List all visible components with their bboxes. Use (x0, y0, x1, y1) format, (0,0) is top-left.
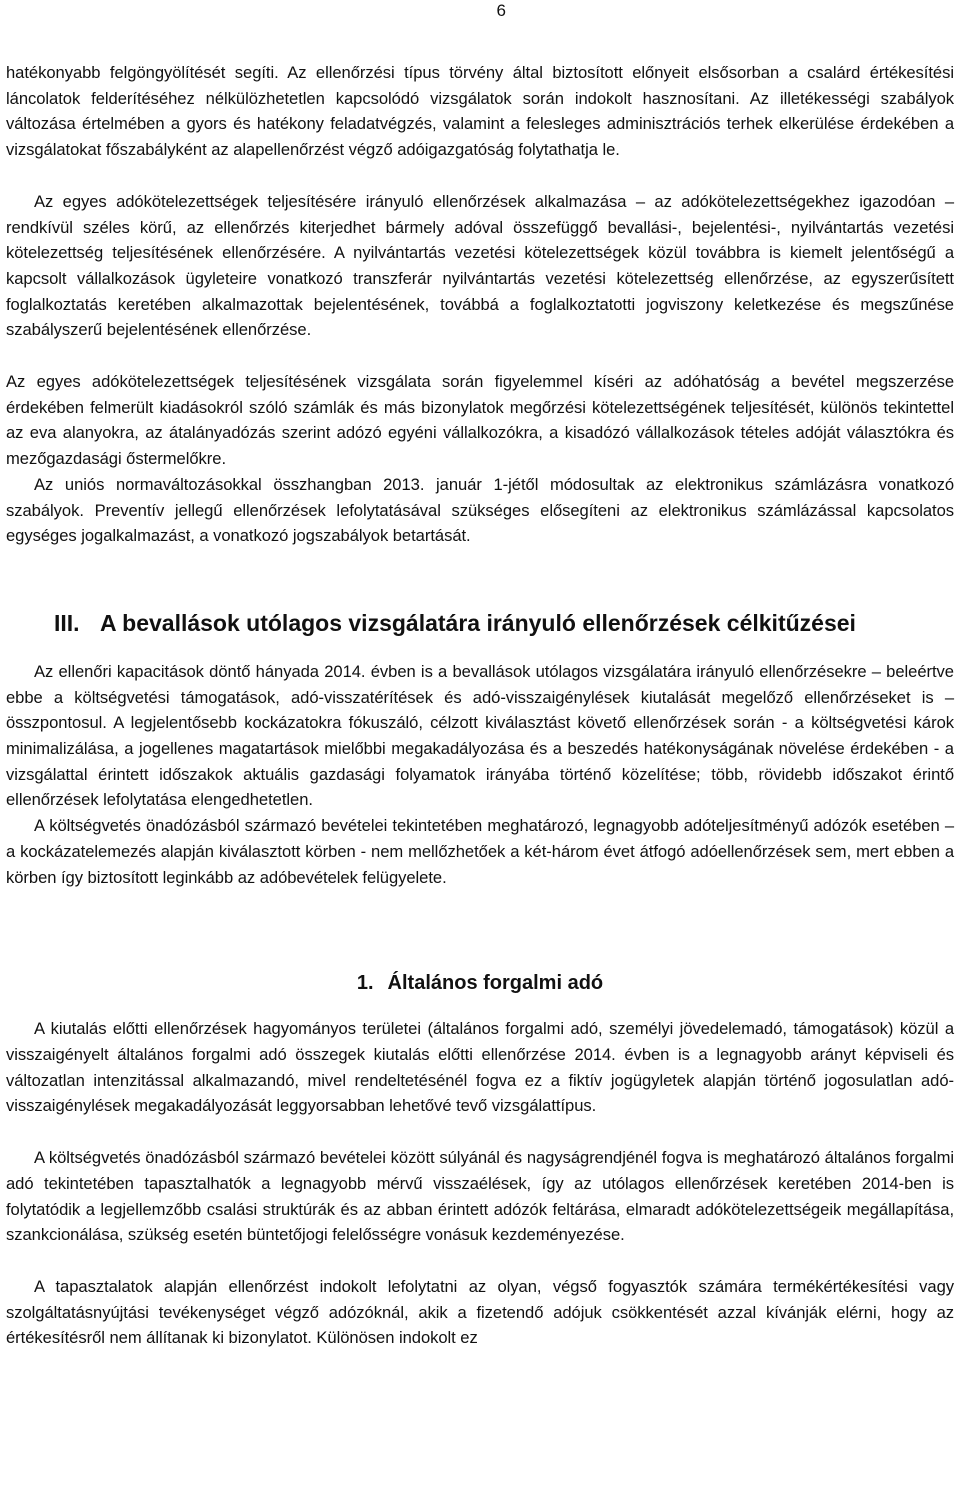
document-body (6, 60, 954, 1351)
page-number: 6 (496, 1, 506, 20)
subsection-title: Általános forgalmi adó (387, 972, 604, 995)
section-heading (6, 609, 954, 637)
paragraph: Az uniós normaváltozásokkal összhangban 2013. január 1-jétől módosultak az elektronikus számlázásra vonatkozó szabályok. Preventív jellegű ellenőrzések lefolytatásával szükséges elősegíteni az elektronikus számlázással kapcsolatos egységes jogalkalmazást, a vonatkozó jogszabályok betartását. (6, 474, 954, 546)
paragraph: hatékonyabb felgöngyölítését segíti. Az ellenőrzési típus törvény által biztosított előnyeit elsősorban a csalárd értékesítési láncolatok felderítéséhez nélkülözhetetlen kapcsolódó vizsgálatok során indokolt hasznosítani. Az illetékességi szabályok változása értelmében a gyors és hatékony feladatvégzés, valamint a felesleges adminisztrációs terhek elkerülése érdekében a vizsgálatokat főszabályként az alapellenőrzést végző adóigazgatóság folytathatja le. (6, 63, 954, 160)
paragraph: Az egyes adókötelezettségek teljesítésére irányuló ellenőrzések alkalmazása – az adókötelezettségekhez igazodóan – rendkívül széles körű, az ellenőrzés kiterjedhet bármely adóval összefüggő bevallási-, bejelentési-, nyilvántartás vezetési kötelezettség teljesítésének ellenőrzésére. A nyilvántartás vezetési kötelezettségek közül továbbra is kiemelt jelentőségű a kapcsolt vállalkozások ügyleteire vonatkozó transzferár nyilvántartás vezetési kötelezettség ellenőrzése, az egyszerűsített foglalkoztatás keretében alkalmazottak bejelentésének, továbbá a foglalkoztatotti jogviszony keletkezése és megszűnése szabályszerű bejelentésének ellenőrzése. (6, 191, 954, 340)
paragraph: Az egyes adókötelezettségek teljesítésének vizsgálata során figyelemmel kíséri az adóhatóság a bevétel megszerzése érdekében felmerült kiadásokról szóló számlák és más bizonylatok megőrzési kötelezettségének teljesítését, különös tekintettel az eva alanyokra, az átalányadózás szerint adózó egyéni vállalkozókra, a kisadózó vállalkozások tételes adóját választókra és mezőgazdasági őstermelőkre. (6, 372, 954, 469)
paragraph: A költségvetés önadózásból származó bevételei tekintetében meghatározó, legnagyobb adóteljesítményű adózók esetében – a kockázatelemezés alapján kiválasztott körben - nem mellőzhetőek a két-három évet átfogó adóellenőrzések sem, mert ebben a körben így biztosított leginkább az adóbevételek felügyelete. (6, 816, 954, 887)
section-title: A bevallások utólagos vizsgálatára irányuló ellenőrzések célkitűzései (100, 609, 856, 636)
section-number: III. (54, 609, 80, 636)
subsection-number: 1. (356, 972, 374, 995)
subsection-heading (6, 970, 954, 996)
paragraph: A költségvetés önadózásból származó bevételei között súlyánál és nagyságrendjénél fogva is meghatározó általános forgalmi adó tekintetében tapasztalhatók a legnagyobb mérvű visszaélések, így az utólagos ellenőrzések keretében 2014-ben is folytatódik a legjellemzőbb csalási struktúrák és az abban érintett adózók feltárása, elmaradt adókötelezettségeik megállapítása, szankcionálása, szükség esetén büntetőjogi felelősségre vonásuk kezdeményezése. (6, 1148, 954, 1245)
paragraph: Az ellenőri kapacitások döntő hányada 2014. évben is a bevallások utólagos vizsgálatára irányuló ellenőrzésekre – beleértve ebbe a költségvetési támogatások, adó-visszatérítések és adó-visszaigénylések kiutalását megelőző ellenőrzéseket is – összpontosul. A legjelentősebb kockázatokra fókuszáló, célzott kiválasztást követő ellenőrzések során - a költségvetési károk minimalizálása, a jogellenes magatartások mielőbbi megakadályozása és a beszedés hatékonyságának növelése érdekében - a vizsgálattal érintett időszakok aktuális gazdasági folyamatok irányába történő közelítése; több, rövidebb időszakot érintő ellenőrzések lefolytatása elengedhetetlen. (6, 661, 954, 810)
paragraph: A kiutalás előtti ellenőrzések hagyományos területei (általános forgalmi adó, személyi jövedelemadó, támogatások) közül a visszaigényelt általános forgalmi adó összegek kiutalás előtti ellenőrzése 2014. évben is a legnagyobb arányt képviseli és változatlan intenzitással alkalmazandó, mivel rendeltetésénél fogva ez a fiktív jogügyletek alapján történő jogosulatlan adó-visszaigénylések megakadályozását leggyorsabban lehetővé tevő vizsgálattípus. (6, 1019, 954, 1116)
paragraph: A tapasztalatok alapján ellenőrzést indokolt lefolytatni az olyan, végső fogyasztók számára termékértékesítési vagy szolgáltatásnyújtási tevékenységet végző adózóknál, akik a fizetendő adójuk csökkentését azzal kívánják elérni, hogy az értékesítésről nem állítanak ki bizonylatot. Különösen indokolt ez (6, 1276, 954, 1348)
